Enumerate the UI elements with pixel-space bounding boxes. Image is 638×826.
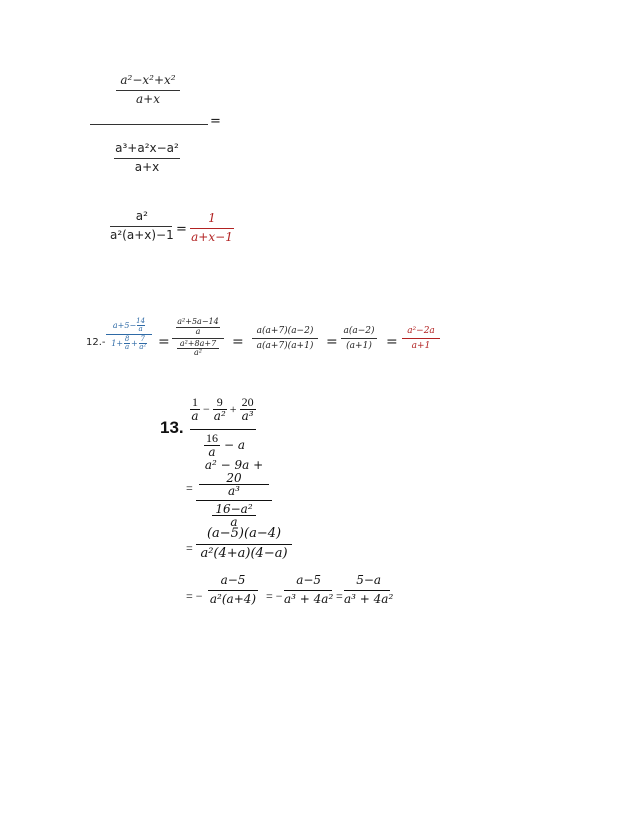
complex-fraction-bottom [106,336,152,351]
equals-sign: = [158,334,170,350]
fraction-numerator: 16 [206,431,218,445]
step4-fraction [284,574,333,607]
lower-fraction [172,340,224,359]
fraction-bar [344,590,390,591]
fraction-denominator: a [191,408,199,423]
fraction-numerator: 20 [241,395,254,409]
fraction-bar [208,590,258,591]
fraction-denominator: a [230,515,238,530]
step5-fraction [344,574,393,607]
fraction-numerator: 8 [124,335,130,343]
step1-complex-fraction [196,459,272,529]
fraction-bar [284,590,332,591]
term: 1+ [111,339,124,348]
fraction-numerator: a²−x²+x² [120,73,176,87]
fraction-numerator: 16−a² [215,501,253,516]
lhs-fraction [110,210,174,243]
equals-minus-sign: = − [186,589,203,603]
fraction-denominator: a [138,325,143,333]
plus-sign: + [131,339,138,348]
fraction-denominator: a²(a+x)−1 [110,227,174,242]
minus-sign: − [203,401,210,416]
fraction-numerator: a³+a²x−a² [115,141,179,155]
fraction-bar [116,90,180,91]
small-fraction [124,336,130,351]
main-fraction-bar [196,500,272,501]
fraction-numerator: 14 [136,317,146,325]
fraction-bar [114,158,180,159]
fraction-bar [402,338,440,339]
fraction-bar [341,338,377,339]
fraction-numerator: a−5 [220,573,246,587]
fraction-denominator: a²(a+4) [209,591,257,606]
fraction-numerator: a² [135,209,148,223]
inner-lower-fraction [114,142,180,175]
complex-fraction-top [106,318,152,333]
equals-sign: = [210,114,221,129]
fraction-denominator: a+x [136,91,160,106]
plus-sign: + [229,401,237,416]
fraction-numerator: 9 [216,395,223,409]
step2-fraction [196,527,292,562]
term-fraction [190,396,200,422]
term: − a [224,438,246,453]
fraction-numerator: a²+8a+7 [179,338,217,348]
step3-fraction [341,326,377,352]
equals-sign: = [386,334,398,350]
equals-sign: = [186,541,193,555]
step1-complex-fraction [172,318,224,358]
term-fraction [204,432,220,458]
complex-fraction [106,318,152,351]
fraction-numerator: 1 [208,211,216,225]
fraction-denominator: a [195,326,201,336]
inner-upper-fraction [116,74,180,107]
main-fraction-bar [190,429,256,430]
term-fraction [240,396,256,422]
result-fraction [402,326,440,352]
fraction-denominator: a+x−1 [191,229,233,244]
fraction-denominator: a² [194,348,202,358]
fraction-numerator: a² − 9a + 20 [204,458,264,485]
upper-expression [190,396,256,422]
fraction-numerator: a(a+7)(a−2) [256,326,314,336]
upper-fraction [172,318,224,337]
fraction-bar [252,338,318,339]
lower-expression [204,432,245,458]
fraction-denominator: a³ [228,484,240,499]
fraction-denominator: a+1 [411,341,431,352]
fraction-denominator: a³ + 4a² [344,591,394,606]
equals-sign: = [232,334,244,350]
fraction-denominator: a² [139,343,147,351]
small-fraction [136,318,145,333]
fraction-denominator: a(a+7)(a+1) [256,341,314,352]
fraction-numerator: a²+5a−14 [177,317,219,326]
fraction-numerator: 7 [140,335,145,343]
equals-sign: = [176,222,187,237]
upper-fraction [196,459,272,498]
fraction-bar [106,334,152,335]
fraction-numerator: (a−5)(a−4) [206,526,282,541]
result-fraction [190,212,234,245]
fraction-numerator: a−5 [296,573,322,587]
fraction-denominator: (a+1) [346,341,372,352]
fraction-denominator: a³ + 4a² [284,591,334,606]
step2-fraction [252,326,318,352]
fraction-denominator: a [124,343,130,351]
fraction-numerator: a²−2a [407,326,435,336]
fraction-bar [190,228,234,229]
fraction-denominator: a² [213,408,226,423]
fraction-denominator: a+x [134,159,160,174]
fraction-denominator: a²(4+a)(4−a) [200,545,288,561]
step3-fraction [208,574,258,607]
equals-minus-sign: = − [266,589,283,603]
equals-sign: = [186,481,193,495]
fraction-numerator: a(a−2) [343,326,375,336]
fraction-numerator: 5−a [356,573,382,587]
term: a+5− [112,321,137,330]
problem-number: 13. [160,418,184,437]
small-fraction [139,336,147,351]
equals-sign: = [326,334,338,350]
fraction-bar [110,226,172,227]
problem-number: 12.- [86,337,106,348]
fraction-denominator: a [208,444,216,459]
equals-sign: = [336,589,343,603]
fraction-numerator: 1 [192,395,198,409]
fraction-bar [196,544,292,545]
main-fraction-bar [90,124,208,125]
fraction-denominator: a³ [241,408,254,423]
term-fraction [213,396,227,422]
